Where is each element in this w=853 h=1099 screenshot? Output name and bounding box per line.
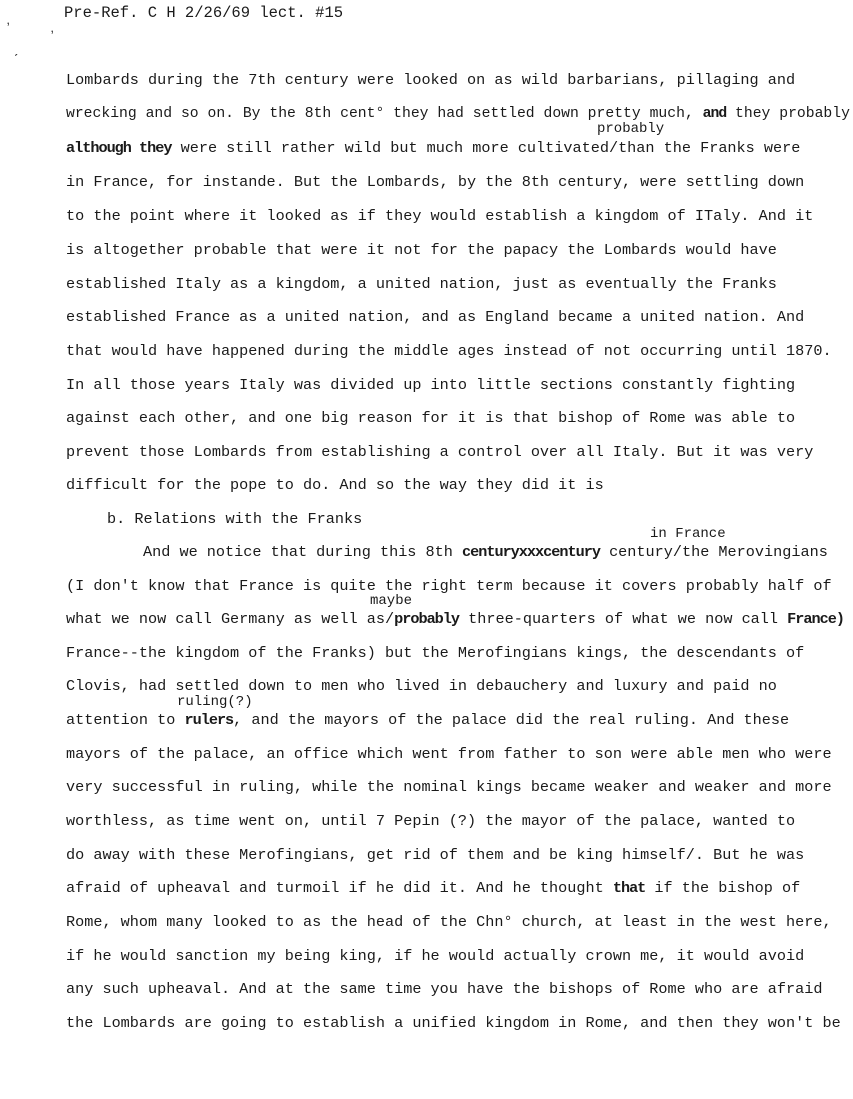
text-line [66, 104, 850, 124]
line-text: three-quarters of what we now call [459, 610, 788, 628]
line-text: mayors of the palace, an office which went from father to son were able men who were [66, 745, 832, 763]
text-line [66, 676, 777, 696]
struck-text: that [612, 879, 646, 897]
line-text: if the bishop of [645, 879, 801, 897]
line-text: to the point where it looked as if they would establish a kingdom of ITaly. And it [66, 207, 814, 225]
text-line [66, 274, 777, 294]
text-line [66, 979, 822, 999]
line-text: , and the mayors of the palace did the real ruling. And these [233, 711, 790, 729]
text-line [66, 206, 813, 226]
text-line [66, 912, 832, 932]
text-line [66, 475, 604, 495]
line-text: worthless, as time went on, until 7 Pepin (?) the mayor of the palace, wanted to [66, 812, 796, 830]
text-line [66, 375, 795, 395]
line-text: attention to [66, 711, 185, 729]
text-line [66, 609, 844, 629]
text-line [66, 307, 804, 327]
line-text: In all those years Italy was divided up into little sections constantly fighting [66, 376, 796, 394]
line-text: century/the Merovingians [599, 543, 828, 561]
line-text: the Lombards are going to establish a unified kingdom in Rome, and then they won't be [66, 1014, 841, 1032]
text-line [66, 878, 800, 898]
line-text: they probably [726, 106, 850, 122]
line-text: established Italy as a kingdom, a united nation, just as eventually the Franks [66, 275, 777, 293]
margin-mark: ˏ [12, 42, 21, 58]
line-text: if he would sanction my being king, if he would actually crown me, it would avoid [66, 947, 805, 965]
struck-text: rulers [184, 711, 234, 729]
struck-text: probably [394, 610, 460, 628]
text-line [66, 710, 789, 730]
line-text: what we now call Germany as well as/ [66, 610, 395, 628]
line-text: Lombards during the 7th century were looked on as wild barbarians, pillaging and [66, 71, 796, 89]
text-line [66, 811, 795, 831]
line-text: afraid of upheaval and turmoil if he did it. And he thought [66, 879, 613, 897]
line-text: were still rather wild but much more cultivated/than the Franks were [171, 139, 801, 157]
margin-mark: ʼ [48, 30, 57, 46]
text-line [66, 240, 777, 260]
line-text: wrecking and so on. By the 8th cent° they had settled down pretty much, [66, 106, 703, 122]
text-line [107, 509, 362, 529]
text-line [66, 744, 832, 764]
line-text: is altogether probable that were it not for the papacy the Lombards would have [66, 241, 777, 259]
line-text: established France as a united nation, and as England became a united nation. And [66, 308, 805, 326]
text-line [66, 172, 804, 192]
text-line [66, 643, 804, 663]
interlinear-note: maybe [370, 593, 413, 609]
struck-text: and [702, 106, 727, 122]
struck-text: centuryxxxcentury [462, 543, 600, 561]
text-line [66, 408, 795, 428]
line-text: in France, for instande. But the Lombards, by the 8th century, were settling down [66, 173, 805, 191]
text-line [66, 777, 832, 797]
text-line [66, 845, 804, 865]
text-line [66, 1013, 841, 1033]
line-text: b. Relations with the Franks [107, 510, 363, 528]
interlinear-note: ruling(?) [177, 694, 253, 710]
text-line [66, 138, 800, 158]
line-text: prevent those Lombards from establishing a control over all Italy. But it was very [66, 443, 814, 461]
line-text: And we notice that during this 8th [143, 543, 462, 561]
line-text: do away with these Merofingians, get rid of them and be king himself/. But he was [66, 846, 805, 864]
page-header: Pre-Ref. C H 2/26/69 lect. #15 [64, 4, 344, 22]
line-text: against each other, and one big reason for it is that bishop of Rome was able to [66, 409, 796, 427]
line-text: difficult for the pope to do. And so the way they did it is [66, 476, 604, 494]
text-line [143, 542, 828, 562]
margin-mark: ʼ [4, 22, 13, 38]
text-line [66, 576, 832, 596]
line-text: Clovis, had settled down to men who lived in debauchery and luxury and paid no [66, 677, 777, 695]
line-text: (I don't know that France is quite the right term because it covers probably half of [66, 577, 832, 595]
interlinear-note: in France [650, 526, 726, 542]
text-line [66, 70, 795, 90]
text-line [66, 341, 832, 361]
struck-text: although they [66, 139, 172, 157]
line-text: France--the kingdom of the Franks) but the Merofingians kings, the descendants of [66, 644, 805, 662]
text-line [66, 442, 813, 462]
line-text: that would have happened during the middle ages instead of not occurring until 1870. [66, 342, 832, 360]
text-line [66, 946, 804, 966]
interlinear-note: probably [597, 121, 665, 137]
struck-text: France) [787, 610, 844, 628]
line-text: very successful in ruling, while the nominal kings became weaker and weaker and more [66, 778, 832, 796]
line-text: Rome, whom many looked to as the head of the Chn° church, at least in the west here, [66, 913, 832, 931]
line-text: any such upheaval. And at the same time you have the bishops of Rome who are afraid [66, 980, 823, 998]
